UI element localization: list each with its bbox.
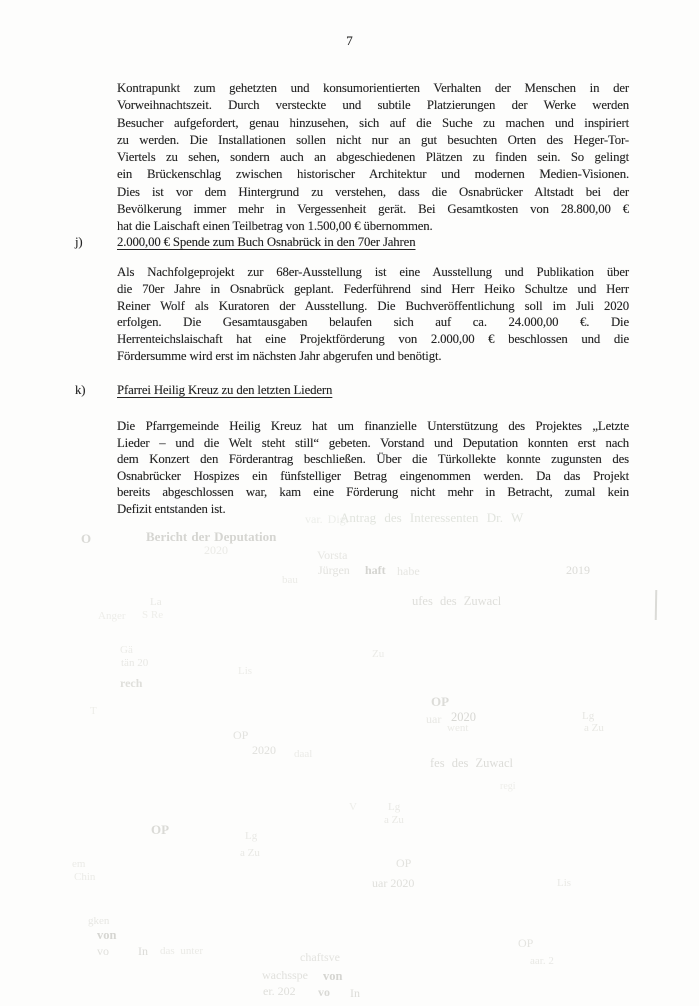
text-line: Kontrapunkt zum gehetzten und konsumorientierten Verhalten der Menschen in der [117, 81, 629, 95]
item-k-heading-row [75, 382, 629, 399]
ghost-text: von [323, 969, 343, 983]
text-line: Bevölkerung immer mehr in Vergessenheit gerät. Bei Gesamtkosten von 28.800,00 € [117, 202, 629, 217]
ghost-text: haft [365, 563, 386, 577]
ghost-text: a Zu [240, 847, 260, 859]
text-line: Besucher aufgefordert, genau hinzusehen, sich auf die Suche zu machen und inspiriert [117, 115, 629, 130]
ghost-text: Jürgen [318, 563, 350, 577]
ghost-text: OP [396, 856, 412, 870]
text-line: bereits abgeschlossen war, kam eine Förderung nicht mehr in Betracht, zumal kein [117, 485, 629, 499]
ghost-text: var. Dig. [305, 512, 349, 526]
ghost-text: gken [88, 915, 110, 927]
ghost-text: Lg [388, 801, 401, 813]
ghost-text: Bericht der Deputation [146, 529, 277, 544]
text-line: Herrenteichslaischaft hat eine Projektförderung von 2.000,00 € beschlossen und die [117, 332, 629, 347]
text-line: Osnabrücker Hospizes ein fünfstelliger Betrag eingenommen werden. Da das Projekt [117, 468, 629, 483]
ghost-text: ufes des Zuwacl [412, 594, 502, 608]
ghost-text: Antrag des Interessenten Dr. W [340, 510, 524, 525]
text-line: Die Pfarrgemeinde Heilig Kreuz hat um finanzielle Unterstützung des Projektes „Letzte [117, 419, 629, 433]
ghost-text: rech [120, 676, 143, 690]
ghost-text: uar 2020 [372, 876, 415, 890]
text-line: zu werden. Die Installationen sollen nicht nur an gut besuchten Orten des Heger-Tor- [117, 132, 629, 147]
ghost-text: habe [397, 564, 420, 578]
text-line: Defizit entstanden ist. [117, 501, 226, 516]
ghost-text: Lis [557, 877, 572, 889]
ghost-text: V [349, 801, 357, 813]
item-j-heading: 2.000,00 € Spende zum Buch Osnabrück in den 70er Jahren [117, 235, 416, 249]
ghost-text: OP [151, 822, 170, 837]
ghost-text: OP [233, 728, 249, 742]
item-j-paragraph [117, 264, 629, 365]
item-j-heading-row [75, 234, 629, 251]
ghost-text: wachsspe [262, 968, 308, 982]
ghost-text: 2020 [252, 743, 276, 757]
ghost-text: chaftsve [300, 950, 340, 964]
ghost-text: 2020 [451, 710, 476, 724]
text-line: Lieder – und die Welt steht still“ gebeten. Vorstand und Deputation konnten erst nach [117, 435, 629, 450]
ghost-text: Chin [74, 871, 96, 883]
ghost-text: In [138, 944, 148, 958]
ghost-text: von [97, 928, 117, 942]
text-line: Reiner Wolf als Kuratoren der Ausstellung. Die Buchveröffentlichung soll im Juli 2020 [117, 298, 629, 313]
ghost-text: aar. 2 [530, 955, 554, 967]
ghost-text: OP [431, 694, 450, 709]
text-line: Dies ist vor dem Hintergrund zu verstehen, dass die Osnabrücker Altstadt bei der [117, 184, 629, 199]
ghost-text: went [447, 722, 469, 734]
item-k-heading: Pfarrei Heilig Kreuz zu den letzten Liedern [117, 383, 333, 397]
ghost-text: S Re [142, 609, 164, 621]
ghost-text: uar [426, 712, 442, 726]
ghost-text: OP [518, 936, 534, 950]
ghost-text: T [90, 705, 97, 717]
text-line: Fördersumme wird erst im nächsten Jahr abgerufen und benötigt. [117, 348, 442, 363]
intro-paragraph [117, 80, 629, 236]
text-line: hat die Laischaft einen Teilbetrag von 1.500,00 € übernommen. [117, 219, 433, 234]
ghost-text: Lis [238, 665, 253, 677]
ghost-text: vo [318, 985, 330, 999]
ghost-text: tän 20 [121, 657, 149, 669]
text-line: Vorweihnachtszeit. Durch versteckte und subtile Platzierungen der Werke werden [117, 98, 629, 113]
item-k-paragraph [117, 418, 629, 517]
ghost-text: La [150, 596, 162, 608]
ghost-text: bau [282, 574, 298, 586]
text-line: Als Nachfolgeprojekt zur 68er-Ausstellung ist eine Ausstellung und Publikation über [117, 265, 629, 279]
ghost-text: Anger [98, 610, 126, 622]
ghost-text: Zu [372, 648, 385, 660]
text-line: dem Konzert den Förderantrag beschließen. Über die Türkollekte konnte zugunsten des [117, 452, 629, 466]
page-number: 7 [346, 33, 353, 48]
ghost-text: regi [500, 781, 516, 792]
scan-artifact-line [655, 590, 657, 620]
ghost-text: In [350, 986, 360, 1000]
ghost-text: a Zu [584, 722, 604, 734]
text-line: ein Brückenschlag zwischen historischer Architektur und modernen Medien-Visionen. [117, 167, 629, 182]
ghost-text: Lg [582, 710, 595, 722]
ghost-text: er. 202 [263, 984, 296, 998]
ghost-text: O [81, 531, 92, 546]
text-line: erfolgen. Die Gesamtausgaben belaufen sich auf ca. 24.000,00 €. Die [117, 315, 629, 330]
ghost-text: a Zu [384, 814, 404, 826]
ghost-text: das unter [160, 945, 204, 957]
ghost-text: Vorsta [317, 548, 348, 562]
item-k-label: k) [75, 383, 86, 397]
ghost-text: 2020 [204, 543, 228, 557]
item-j-label: j) [75, 235, 83, 249]
ghost-text: 2019 [566, 563, 590, 577]
text-line: Viertels zu sehen, sondern auch an abgeschiedenen Plätzen zu finden sein. So gelingt [117, 150, 629, 165]
ghost-text: Gä [120, 644, 133, 656]
text-line: die 70er Jahre in Osnabrück geplant. Federführend sind Herr Heiko Schultze und Herr [117, 281, 629, 296]
ghost-text: fes des Zuwacl [430, 756, 513, 770]
ghost-text: daal [294, 748, 313, 760]
ghost-text: em [72, 858, 86, 870]
ghost-text: Lg [245, 830, 258, 842]
ghost-text: vo [97, 944, 109, 958]
